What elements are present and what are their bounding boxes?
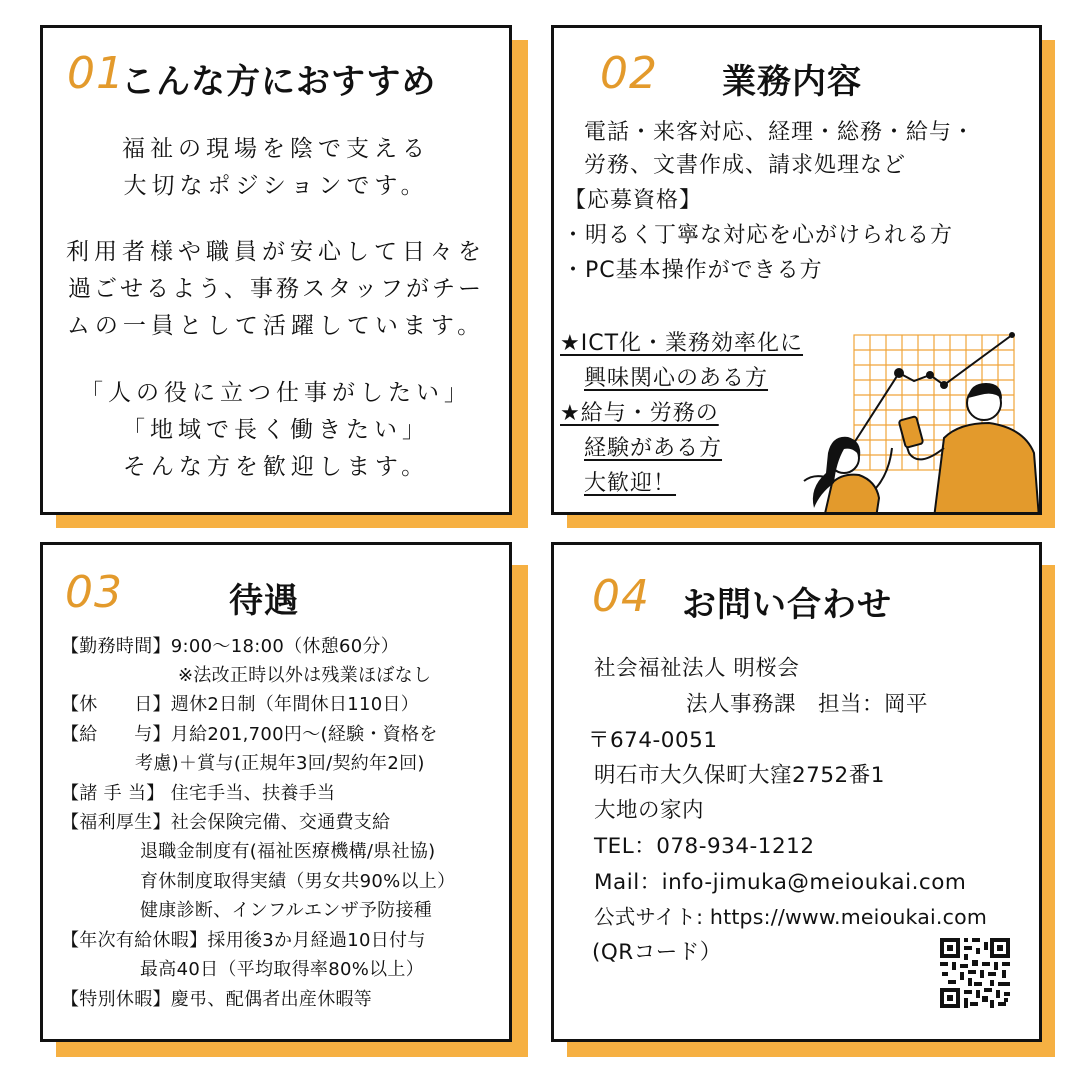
body-line: 利用者様や職員が安心して日々を — [66, 239, 486, 265]
highlight-line: ★ICT化・業務効率化に — [560, 331, 804, 356]
body-line: そんな方を歓迎します。 — [122, 454, 430, 480]
email[interactable]: Mail：info-jimuka@meioukai.com — [594, 870, 967, 895]
qr-code-icon[interactable] — [940, 938, 1010, 1008]
body-line: 退職金制度有(福祉医療機構/県社協) — [140, 841, 436, 862]
highlight-line: 興味関心のある方 — [584, 366, 769, 391]
body-line: 【年次有給休暇】採用後3か月経過10日付与 — [61, 930, 426, 951]
website[interactable]: 公式サイト: https://www.meioukai.com — [594, 905, 987, 929]
body-line: ムの一員として活躍しています。 — [66, 313, 486, 339]
body-line: ・PC基本操作ができる方 — [562, 258, 823, 283]
phone: TEL：078-934-1212 — [594, 834, 815, 859]
card-contact — [551, 542, 1042, 1042]
body-line: 電話・来客対応、経理・総務・給与・ — [584, 120, 976, 145]
body-line: 健康診断、インフルエンザ予防接種 — [140, 900, 433, 921]
body-line: 過ごせるよう、事務スタッフがチー — [68, 276, 484, 302]
highlight-line: 経験がある方 — [584, 436, 723, 461]
body-line: 「地域で長く働きたい」 — [122, 417, 430, 443]
address: 明石市大久保町大窪2752番1 — [594, 763, 885, 788]
org-name: 社会福祉法人 明桜会 — [594, 656, 800, 681]
section-number: 04 — [592, 571, 650, 622]
body-line: 「人の役に立つ仕事がしたい」 — [80, 380, 472, 406]
card-benefits — [40, 542, 512, 1042]
body-line: ※法改正時以外は残業ほぼなし — [178, 665, 432, 686]
body-line: 【休 日】週休2日制（年間休日110日） — [61, 694, 420, 715]
section-title: こんな方におすすめ — [121, 62, 437, 102]
body-line: 大切なポジションです。 — [123, 173, 429, 199]
body-line: 【特別休暇】慶弔、配偶者出産休暇等 — [61, 989, 373, 1010]
team-chart-illustration — [784, 323, 1042, 515]
section-number: 02 — [600, 48, 658, 99]
body-line: 【勤務時間】9:00〜18:00（休憩60分） — [61, 636, 400, 657]
highlight-line: 大歓迎！ — [584, 471, 677, 496]
address-building: 大地の家内 — [594, 798, 705, 823]
section-title: 待遇 — [229, 581, 299, 621]
section-title: お問い合わせ — [682, 585, 892, 625]
section-title: 業務内容 — [722, 62, 862, 102]
department: 法人事務課 担当：岡平 — [686, 692, 929, 717]
body-line: 【福利厚生】社会保険完備、交通費支給 — [61, 812, 391, 833]
body-line: 最高40日（平均取得率80%以上） — [140, 959, 425, 980]
section-number: 01 — [67, 48, 125, 99]
body-line: 考慮)＋賞与(正規年3回/契約年2回) — [135, 753, 425, 774]
card-job-description — [551, 25, 1042, 515]
body-line: 福祉の現場を陰で支える — [122, 136, 430, 162]
section-number: 03 — [65, 567, 123, 618]
card-recommend — [40, 25, 512, 515]
body-line: 【諸 手 当】 住宅手当、扶養手当 — [61, 783, 336, 804]
body-line: 【給 与】月給201,700円〜(経験・資格を — [61, 724, 438, 745]
body-line: 【応募資格】 — [564, 188, 703, 213]
body-line: 労務、文書作成、請求処理など — [584, 153, 907, 178]
qr-label: (QRコード） — [592, 940, 722, 965]
postal-code: 〒674-0051 — [588, 728, 718, 753]
body-line: ・明るく丁寧な対応を心がけられる方 — [562, 223, 954, 248]
body-line: 育休制度取得実績（男女共90%以上） — [140, 871, 456, 892]
highlight-line: ★給与・労務の — [560, 401, 719, 426]
